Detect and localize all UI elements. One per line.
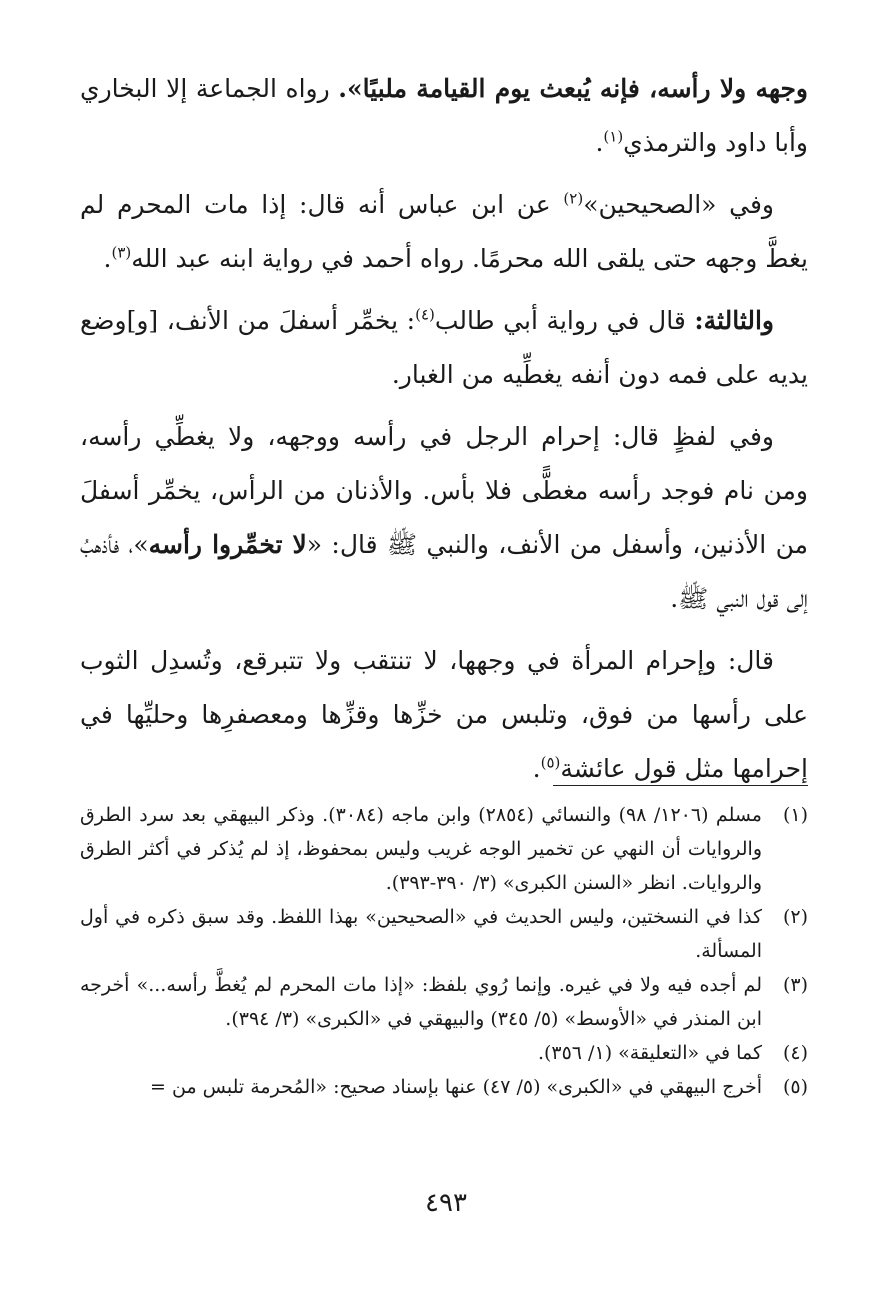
footnote: [80, 1070, 808, 1104]
footnote-number: (٢): [782, 906, 808, 928]
footnote-ref[interactable]: (٥): [540, 753, 561, 772]
main-text: [80, 62, 808, 804]
footnote: [80, 798, 808, 900]
paragraph-4: وفي لفظٍ قال: إحرام الرجل في رأسه ووجهه، ولا يغطِّي رأسه، ومن نام فوجد رأسه مغطًّى فلا بأس. والأذنان من الرأس، يخمِّر أسفلَ من الأذنين، وأسفل من الأنف، والنبي ﷺ قال: «لا تخمِّروا رأسه»، فأذهبُ إلى قول النبي ﷺ.: [80, 422, 808, 613]
footnote-text: كما في «التعليقة» (١/ ٣٥٦).: [537, 1042, 762, 1064]
footnote-divider: [553, 785, 808, 786]
footnote-number: (٥): [782, 1076, 808, 1098]
hadith-quote-bold: لا تخمِّروا رأسه: [148, 530, 307, 559]
footnote-ref[interactable]: (٢): [563, 189, 584, 208]
paragraph-3: والثالثة: قال في رواية أبي طالب$^{(٤)}$: يخمِّر أسفلَ من الأنف، [و]وضع يديه على فمه دون أنفه يغطِّيه من الغبار.: [80, 305, 808, 389]
footnote-number: (٤): [782, 1042, 808, 1064]
footnote-text: لم أجده فيه ولا في غيره. وإنما رُوي بلفظ: «إذا مات المحرم لم يُغطَّ رأسه...» أخرجه ابن المنذر في «الأوسط» (٥/ ٣٤٥) والبيهقي في «الكبرى» (٣/ ٣٩٤).: [80, 974, 762, 1030]
footnote-text: مسلم (١٢٠٦/ ٩٨) والنسائي (٢٨٥٤) وابن ماجه (٣٠٨٤). وذكر البيهقي بعد سرد الطرق والروايات أن النهي عن تخمير الوجه غريب وليس بمحفوظ، إذ لم يُذكر في أكثر الطرق والروايات. انظر «السنن الكبرى» (٣/ ٣٩٠-٣٩٣).: [80, 804, 762, 894]
footnote: [80, 1036, 808, 1070]
footnotes: [80, 798, 808, 1104]
paragraph-5: قال: وإحرام المرأة في وجهها، لا تنتقب ولا تتبرقع، وتُسدِل الثوب على رأسها من فوق، وتلبس من خزِّها وقزِّها ومعصفرِها وحليِّها في إحرامها مثل قول عائشة$^{(٥)}$.: [80, 646, 808, 783]
hadith-quote-bold: وجهه ولا رأسه، فإنه يُبعث يوم القيامة ملبيًا».: [338, 74, 809, 103]
page-number: ٤٩٣: [425, 1188, 467, 1218]
footnote-ref[interactable]: (٤): [415, 305, 435, 324]
footnote-text: أخرج البيهقي في «الكبرى» (٥/ ٤٧) عنها بإسناد صحيح: «المُحرمة تلبس من =: [150, 1076, 762, 1098]
footnote-number: (١): [782, 804, 808, 826]
paragraph-1: وجهه ولا رأسه، فإنه يُبعث يوم القيامة ملبيًا». رواه الجماعة إلا البخاري وأبا داود والترمذي$^{(١)}$.: [80, 74, 809, 157]
footnote-number: (٣): [782, 974, 808, 996]
footnote-text: كذا في النسختين، وليس الحديث في «الصحيحين» بهذا اللفظ. وقد سبق ذكره في أول المسألة.: [80, 906, 762, 962]
footnote: [80, 900, 808, 968]
paragraph-2: وفي «الصحيحين»$^{(٢)}$ عن ابن عباس أنه قال: إذا مات المحرم لم يغطَّ وجهه حتى يلقى الله محرمًا. رواه أحمد في رواية ابنه عبد الله$^{(٣)}$.: [80, 189, 808, 273]
footnote-ref[interactable]: (٣): [111, 243, 132, 262]
section-label-bold: والثالثة:: [694, 306, 774, 335]
footnote: [80, 968, 808, 1036]
footnote-ref[interactable]: (١): [603, 127, 624, 146]
